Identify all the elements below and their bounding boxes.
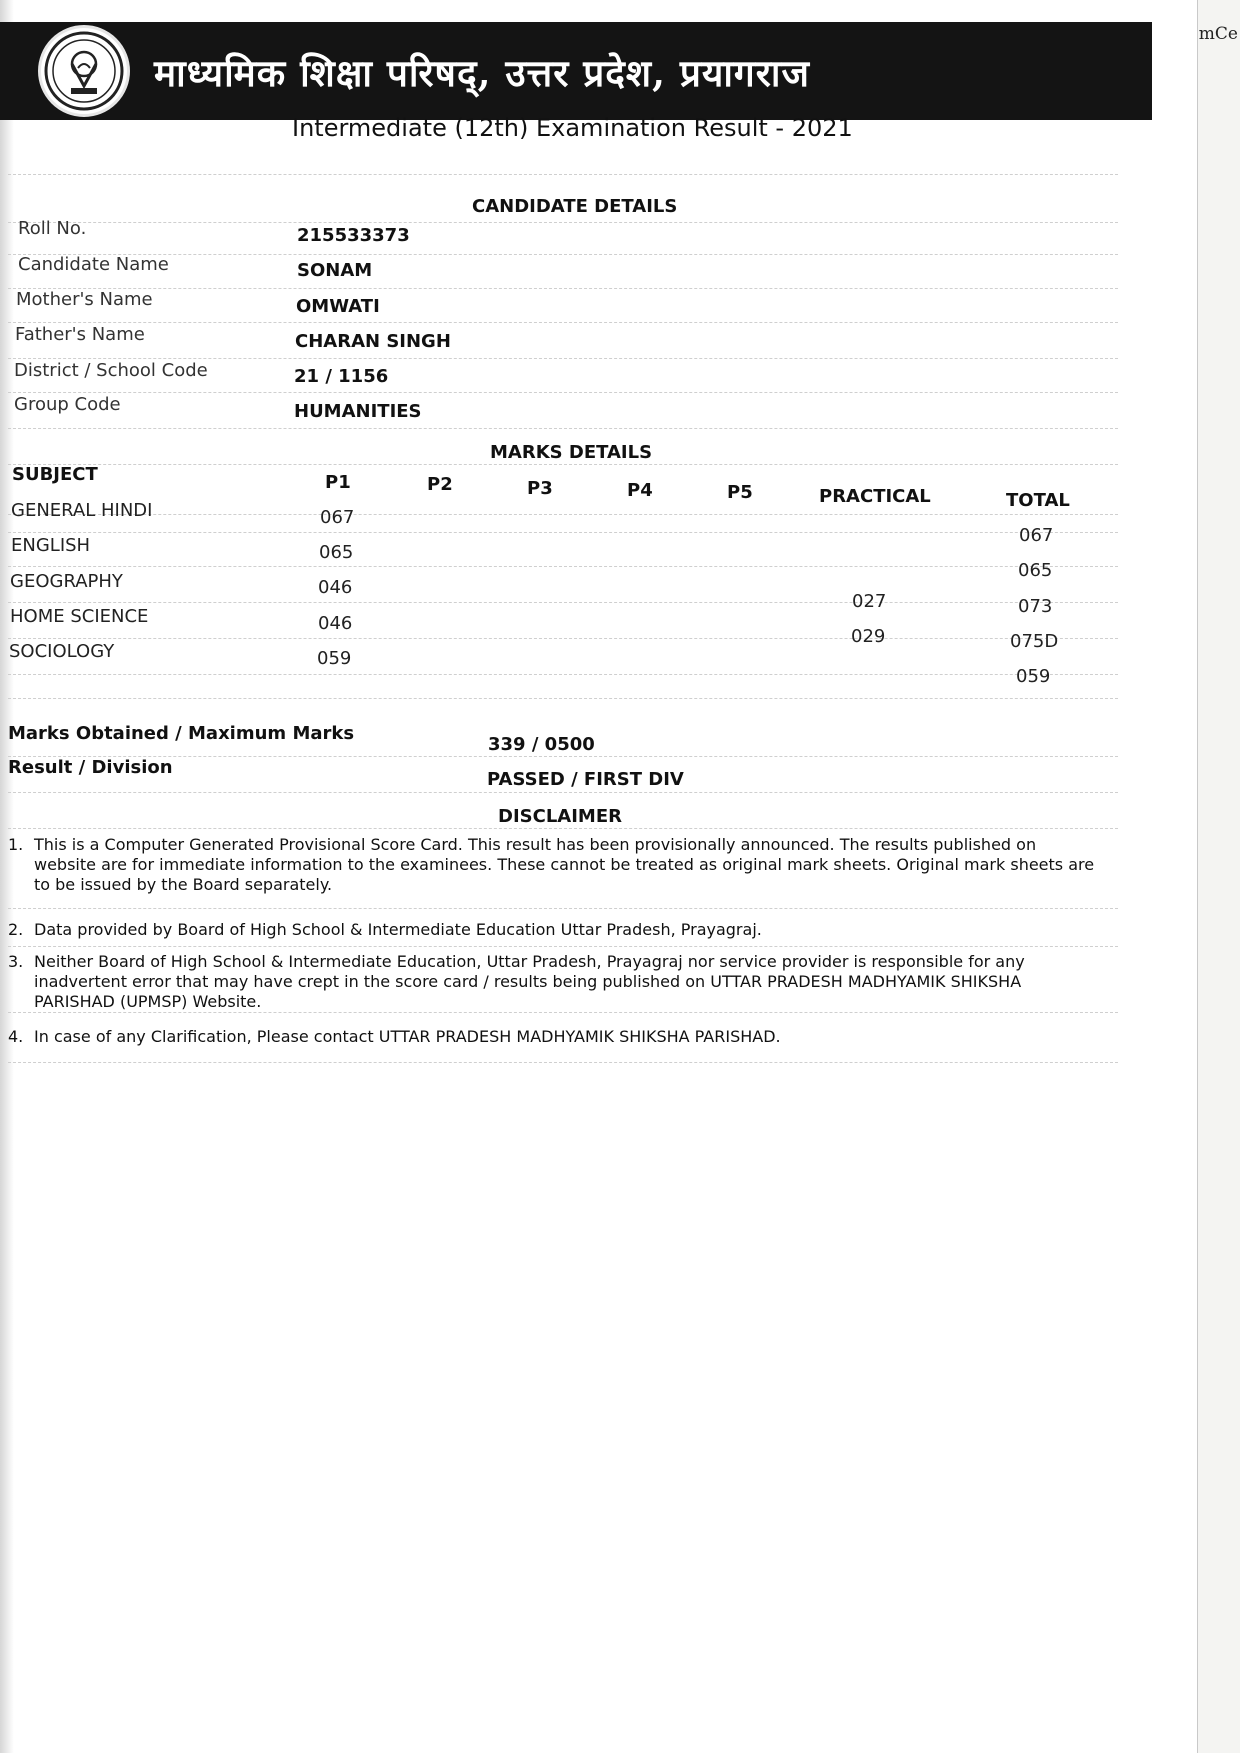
col-p4: P4 — [627, 480, 653, 501]
group-code-value: HUMANITIES — [294, 401, 422, 422]
subject-p1: 046 — [318, 577, 353, 598]
mother-name-label: Mother's Name — [16, 289, 153, 310]
divider — [8, 602, 1118, 603]
adjacent-page-text: mCe — [1198, 24, 1238, 44]
divider — [8, 254, 1118, 255]
result-division-value: PASSED / FIRST DIV — [487, 769, 684, 790]
candidate-name-label: Candidate Name — [18, 254, 169, 275]
divider — [8, 638, 1118, 639]
disclaimer-number: 4. — [8, 1027, 24, 1046]
divider — [8, 222, 1118, 223]
divider — [8, 828, 1118, 829]
divider — [8, 1012, 1118, 1013]
disclaimer-item — [8, 835, 1098, 895]
divider — [8, 566, 1118, 567]
divider — [8, 174, 1118, 175]
subject-name: ENGLISH — [11, 535, 91, 556]
col-subject: SUBJECT — [12, 464, 98, 485]
col-practical: PRACTICAL — [819, 486, 931, 507]
marks-obtained-value: 339 / 0500 — [488, 734, 595, 755]
group-code-label: Group Code — [14, 394, 121, 415]
page-title: Intermediate (12th) Examination Result - 2021 — [292, 114, 853, 142]
disclaimer-number: 3. — [8, 952, 24, 971]
disclaimer-text: This is a Computer Generated Provisional Score Card. This result has been provisionally announced. The results published on website are for immediate information to the examinees. These cannot be treated as original mark sheets. Original mark sheets are to be issued by the Board separately. — [34, 835, 1095, 894]
up-government-emblem-icon — [38, 25, 130, 117]
divider — [8, 532, 1118, 533]
divider — [8, 392, 1118, 393]
practical-value: 029 — [851, 626, 886, 647]
district-school-code-value: 21 / 1156 — [294, 366, 389, 387]
disclaimer-item — [8, 1027, 1098, 1047]
divider — [8, 792, 1118, 793]
marks-obtained-label: Marks Obtained / Maximum Marks — [8, 723, 355, 744]
roll-no-value: 215533373 — [297, 225, 410, 246]
disclaimer-text: Neither Board of High School & Intermediate Education, Uttar Pradesh, Prayagraj nor service provider is responsible for any inadvertent error that may have crept in the score card / results being published on UTTAR PRADESH MADHYAMIK SHIKSHA PARISHAD (UPMSP) Website. — [34, 952, 1025, 1011]
subject-p1: 059 — [317, 648, 352, 669]
subject-p1: 065 — [319, 542, 354, 563]
total-value: 075D — [1010, 631, 1059, 652]
divider — [8, 464, 1118, 465]
total-value: 073 — [1018, 596, 1053, 617]
disclaimer-number: 1. — [8, 835, 24, 854]
col-p2: P2 — [427, 474, 453, 495]
district-school-code-label: District / School Code — [14, 360, 208, 381]
col-total: TOTAL — [1006, 490, 1070, 511]
adjacent-page-edge — [1197, 0, 1240, 1753]
subject-name: GENERAL HINDI — [11, 500, 153, 521]
disclaimer-text: Data provided by Board of High School & Intermediate Education Uttar Pradesh, Prayagraj. — [34, 920, 762, 939]
father-name-label: Father's Name — [15, 324, 145, 345]
subject-name: SOCIOLOGY — [9, 641, 115, 662]
divider — [8, 1062, 1118, 1063]
candidate-name-value: SONAM — [297, 260, 373, 281]
divider — [8, 514, 1118, 515]
total-value: 059 — [1016, 666, 1051, 687]
divider — [8, 946, 1118, 947]
marks-details-heading: MARKS DETAILS — [490, 442, 653, 463]
practical-value: 027 — [852, 591, 887, 612]
disclaimer-item — [8, 920, 1098, 940]
candidate-details-heading: CANDIDATE DETAILS — [472, 196, 678, 217]
disclaimer-number: 2. — [8, 920, 24, 939]
divider — [8, 322, 1118, 323]
divider — [8, 288, 1118, 289]
subject-name: HOME SCIENCE — [10, 606, 149, 627]
subject-name: GEOGRAPHY — [10, 571, 123, 592]
subject-p1: 067 — [320, 507, 355, 528]
divider — [8, 428, 1118, 429]
divider — [8, 358, 1118, 359]
col-p1: P1 — [325, 472, 351, 493]
header-bar — [0, 22, 1152, 120]
col-p3: P3 — [527, 478, 553, 499]
divider — [8, 698, 1118, 699]
mother-name-value: OMWATI — [296, 296, 380, 317]
divider — [8, 908, 1118, 909]
total-value: 067 — [1019, 525, 1054, 546]
result-division-label: Result / Division — [8, 757, 173, 778]
disclaimer-item — [8, 952, 1098, 1012]
divider — [8, 674, 1118, 675]
father-name-value: CHARAN SINGH — [295, 331, 451, 352]
disclaimer-heading: DISCLAIMER — [498, 806, 622, 827]
board-title: माध्यमिक शिक्षा परिषद्, उत्तर प्रदेश, प्रयागराज — [154, 50, 810, 95]
col-p5: P5 — [727, 482, 753, 503]
disclaimer-text: In case of any Clarification, Please contact UTTAR PRADESH MADHYAMIK SHIKSHA PARISHAD. — [34, 1027, 781, 1046]
subject-p1: 046 — [318, 613, 353, 634]
roll-no-label: Roll No. — [18, 218, 87, 239]
total-value: 065 — [1018, 560, 1053, 581]
divider — [8, 756, 1118, 757]
